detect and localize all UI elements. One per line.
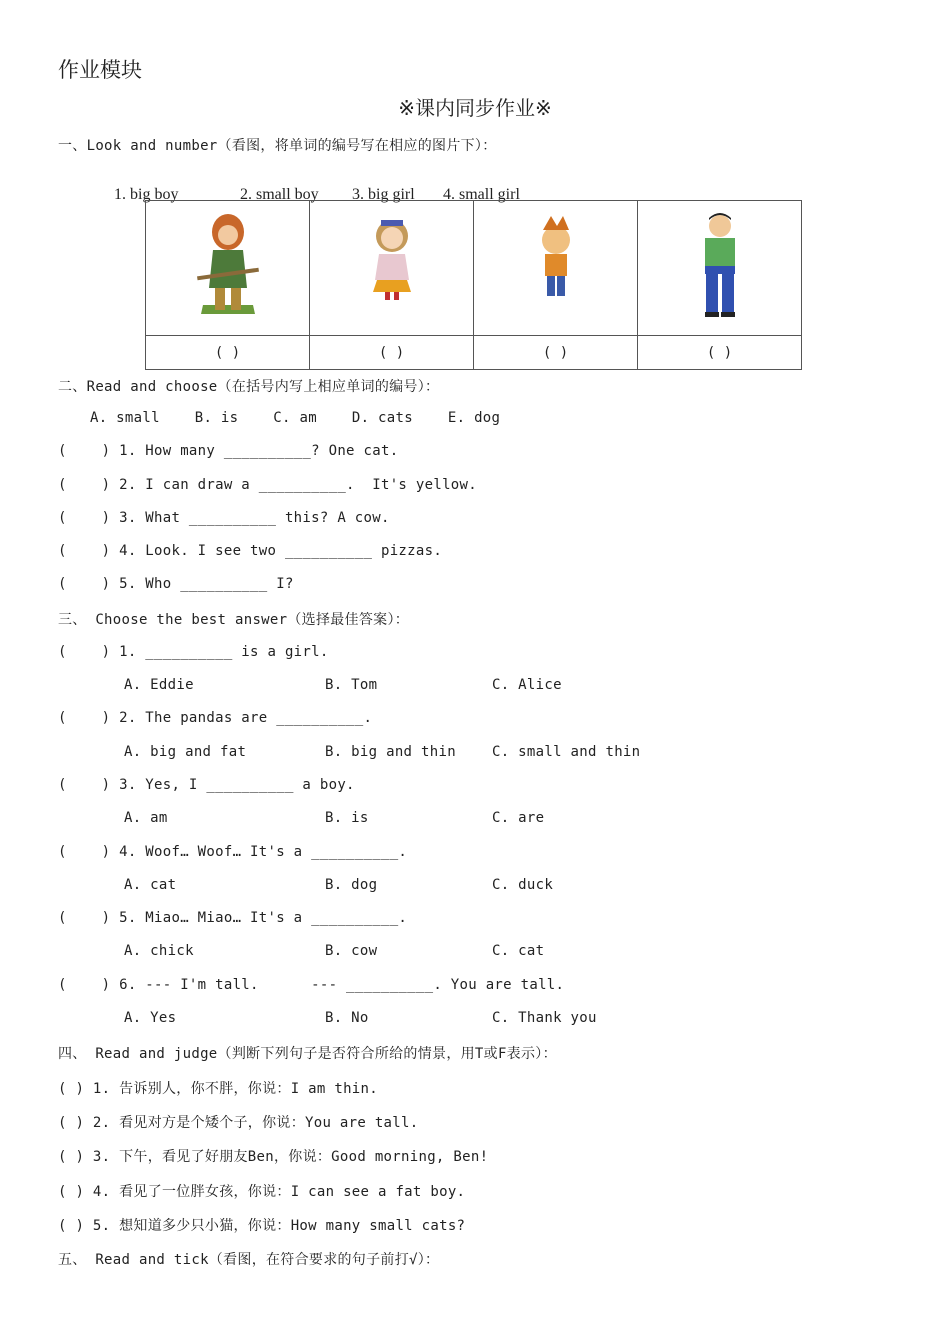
- section3-question-6: ( ) 6. --- I'm tall. --- __________. You are tall.: [58, 977, 565, 993]
- section3-q1-option-c: C. Alice: [492, 677, 562, 693]
- word-list: [106, 168, 520, 204]
- section3-q3-option-c: C. are: [492, 810, 545, 826]
- section3-heading: 三、 Choose the best answer（选择最佳答案）：: [58, 612, 410, 628]
- section4-heading: 四、 Read and judge（判断下列句子是否符合所给的情景，用T或F表示）：: [58, 1046, 557, 1062]
- word-1: 1. big boy: [114, 186, 179, 203]
- section3-q1-option-b: B. Tom: [325, 677, 378, 693]
- section3-question-2: ( ) 2. The pandas are __________.: [58, 710, 373, 726]
- section3-q3-option-b: B. is: [325, 810, 369, 826]
- section4-item-2: ( ) 2. 看见对方是个矮个子，你说：You are tall.: [58, 1115, 419, 1131]
- section2-item-2: ( ) 2. I can draw a __________. It's yellow.: [58, 477, 477, 493]
- section5-heading: 五、 Read and tick（看图，在符合要求的句子前打√）：: [58, 1252, 440, 1268]
- section4-item-5: ( ) 5. 想知道多少只小猫，你说：How many small cats?: [58, 1218, 466, 1234]
- picture-cell-4: [638, 201, 802, 336]
- section3-q5-option-c: C. cat: [492, 943, 545, 959]
- section3-q6-option-b: B. No: [325, 1010, 369, 1026]
- answer-blank-1[interactable]: ( ): [146, 336, 310, 370]
- section3-q2-option-c: C. small and thin: [492, 744, 641, 760]
- answer-blank-2[interactable]: ( ): [310, 336, 474, 370]
- section1-heading: 一、Look and number（看图，将单词的编号写在相应的图片下）：: [58, 138, 497, 154]
- big-girl-picture: [183, 210, 273, 322]
- answer-blank-3[interactable]: ( ): [474, 336, 638, 370]
- section2-item-3: ( ) 3. What __________ this? A cow.: [58, 510, 390, 526]
- section3-question-5: ( ) 5. Miao… Miao… It's a __________.: [58, 910, 408, 926]
- word-3: 3. big girl: [352, 186, 415, 203]
- section3-question-1: ( ) 1. __________ is a girl.: [58, 644, 329, 660]
- section3-question-3: ( ) 3. Yes, I __________ a boy.: [58, 777, 355, 793]
- module-title: 作业模块: [58, 58, 142, 82]
- section4-item-1: ( ) 1. 告诉别人，你不胖，你说：I am thin.: [58, 1081, 378, 1097]
- big-boy-picture: [675, 210, 765, 322]
- section3-question-4: ( ) 4. Woof… Woof… It's a __________.: [58, 844, 408, 860]
- section3-q4-option-c: C. duck: [492, 877, 554, 893]
- section2-item-4: ( ) 4. Look. I see two __________ pizzas.: [58, 543, 443, 559]
- small-boy-picture: [511, 210, 601, 322]
- section3-q2-option-b: B. big and thin: [325, 744, 456, 760]
- section3-q3-option-a: A. am: [124, 810, 168, 826]
- section3-q6-option-a: A. Yes: [124, 1010, 177, 1026]
- section2-item-1: ( ) 1. How many __________? One cat.: [58, 443, 399, 459]
- section4-item-4: ( ) 4. 看见了一位胖女孩，你说：I can see a fat boy.: [58, 1184, 466, 1200]
- section2-heading: 二、Read and choose（在括号内写上相应单词的编号）：: [58, 379, 440, 395]
- section3-q5-option-b: B. cow: [325, 943, 378, 959]
- answer-blank-4[interactable]: ( ): [638, 336, 802, 370]
- picture-table: [145, 200, 802, 370]
- page-title: ※课内同步作业※: [398, 96, 552, 120]
- word-2: 2. small boy: [240, 186, 319, 203]
- section2-options: A. small B. is C. am D. cats E. dog: [90, 410, 501, 426]
- section3-q4-option-a: A. cat: [124, 877, 177, 893]
- small-girl-picture: [347, 210, 437, 322]
- section2-item-5: ( ) 5. Who __________ I?: [58, 576, 294, 592]
- section4-item-3: ( ) 3. 下午，看见了好朋友Ben，你说：Good morning, Ben!: [58, 1149, 489, 1165]
- section3-q2-option-a: A. big and fat: [124, 744, 247, 760]
- section3-q4-option-b: B. dog: [325, 877, 378, 893]
- picture-cell-2: [310, 201, 474, 336]
- picture-cell-3: [474, 201, 638, 336]
- section3-q5-option-a: A. chick: [124, 943, 194, 959]
- picture-cell-1: [146, 201, 310, 336]
- word-4: 4. small girl: [443, 186, 520, 203]
- section3-q1-option-a: A. Eddie: [124, 677, 194, 693]
- section3-q6-option-c: C. Thank you: [492, 1010, 597, 1026]
